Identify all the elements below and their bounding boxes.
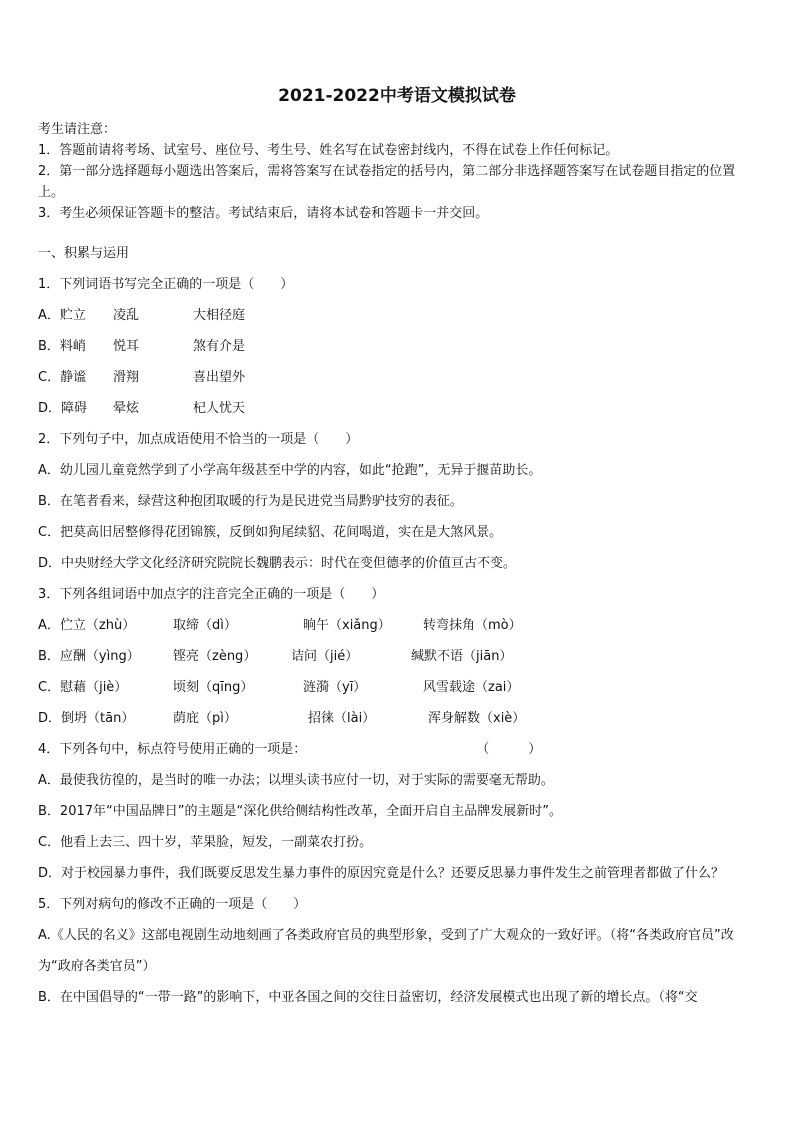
option-word: 浑身解数（xiè） — [428, 711, 526, 726]
question-1-stem: 1．下列词语书写完全正确的一项是（ ） — [38, 277, 294, 292]
q3-option-d — [38, 703, 756, 734]
option-word: 涟漪（yī） — [303, 680, 367, 695]
option-word: 诘问（jié） — [291, 649, 359, 664]
option-word: 取缔（dì） — [173, 618, 237, 633]
q1-option-c — [38, 362, 756, 393]
option-word: 晌午（xiǎng） — [303, 618, 391, 633]
question-4-stem — [38, 734, 756, 765]
q4-option-d: D．对于校园暴力事件，我们既要反思发生暴力事件的原因究竟是什么？还要反思暴力事件发生之前管理者都做了什么？ — [38, 866, 725, 881]
option-word: 滑翔 — [113, 370, 140, 385]
option-word: 顷刻（qīng） — [173, 680, 254, 695]
q2-option-d: D．中央财经大学文化经济研究院院长魏鹏表示：时代在变但德孝的价值亘古不变。 — [38, 556, 517, 571]
notice-item: 1．答题前请将考场、试室号、座位号、考生号、姓名写在试卷密封线内，不得在试卷上作任何标记。 — [38, 143, 619, 158]
option-word: 喜出望外 — [193, 370, 246, 385]
option-word: 缄默不语（jiān） — [411, 649, 513, 664]
q4-option-a: A．最使我彷徨的，是当时的唯一办法；以埋头读书应付一切，对于实际的需要毫无帮助。 — [38, 773, 554, 788]
option-label: B．料峭 — [38, 339, 86, 354]
q4-option-b: B．2017年“中国品牌日”的主题是“深化供给侧结构性改革，全面开启自主品牌发展新时”。 — [38, 804, 562, 819]
question-3-stem: 3．下列各组词语中加点字的注音完全正确的一项是（ ） — [38, 587, 385, 602]
q3-option-a — [38, 610, 756, 641]
option-label: C．静谧 — [38, 370, 87, 385]
notice-item: 2．第一部分选择题每小题选出答案后，需将答案写在试卷指定的括号内，第二部分非选择题答案写在试卷题目指定的位置上。 — [38, 164, 736, 200]
option-label: C．慰藉（jiè） — [38, 680, 128, 695]
q3-option-b — [38, 641, 756, 672]
option-word: 荫庇（pì） — [173, 711, 237, 726]
q1-option-d — [38, 393, 756, 424]
q5-option-b: B．在中国倡导的“一带一路”的影响下，中亚各国之间的交往日益密切，经济发展模式也出现了新的增长点。（将“交 — [38, 990, 698, 1005]
option-word: 转弯抹角（mò） — [423, 618, 522, 633]
q1-option-a — [38, 300, 756, 331]
question-4-text: 4．下列各句中，标点符号使用正确的一项是： — [38, 742, 307, 757]
q2-option-a: A．幼儿园儿童竟然学到了小学高年级甚至中学的内容，如此“抢跑”，无异于揠苗助长。 — [38, 463, 542, 478]
section-heading: 一、积累与运用 — [38, 246, 130, 261]
q4-option-c: C．他看上去三、四十岁，苹果脸，短发，一副菜农打扮。 — [38, 835, 373, 850]
option-word: 杞人忧天 — [193, 401, 246, 416]
question-5-stem: 5．下列对病句的修改不正确的一项是（ ） — [38, 897, 307, 912]
question-2-stem: 2．下列句子中，加点成语使用不恰当的一项是（ ） — [38, 432, 359, 447]
option-word: 招徕（lài） — [308, 711, 376, 726]
option-label: A．贮立 — [38, 308, 86, 323]
option-word: 悦耳 — [113, 339, 140, 354]
q2-option-c: C．把莫高旧居整修得花团锦簇，反倒如狗尾续貂、花间喝道，实在是大煞风景。 — [38, 525, 503, 540]
option-label: D．障碍 — [38, 401, 88, 416]
option-word: 煞有介是 — [193, 339, 246, 354]
q1-option-b — [38, 331, 756, 362]
option-label: B．应酬（yìng） — [38, 649, 140, 664]
notice-block — [38, 119, 756, 224]
option-word: 凌乱 — [113, 308, 140, 323]
option-word: 大相径庭 — [193, 308, 246, 323]
answer-parenthesis: （ ） — [476, 742, 542, 757]
page-title: 2021-2022中考语文模拟试卷 — [278, 86, 516, 106]
option-word: 铿亮（zèng） — [173, 649, 257, 664]
notice-item: 3．考生必须保证答题卡的整洁。考试结束后，请将本试卷和答题卡一并交回。 — [38, 206, 489, 221]
q2-option-b: B．在笔者看来，绿营这种抱团取暖的行为是民进党当局黔驴技穷的表征。 — [38, 494, 463, 509]
notice-header: 考生请注意： — [38, 122, 117, 137]
q5-option-a: A.《人民的名义》这部电视剧生动地刻画了各类政府官员的典型形象，受到了广大观众的一致好评。（将“各类政府官员”改为“政府各类官员”） — [38, 928, 734, 974]
option-word: 晕炫 — [113, 401, 140, 416]
option-label: D．倒坍（tān） — [38, 711, 135, 726]
option-word: 风雪载途（zai） — [423, 680, 520, 695]
q3-option-c — [38, 672, 756, 703]
option-label: A．伫立（zhù） — [38, 618, 136, 633]
